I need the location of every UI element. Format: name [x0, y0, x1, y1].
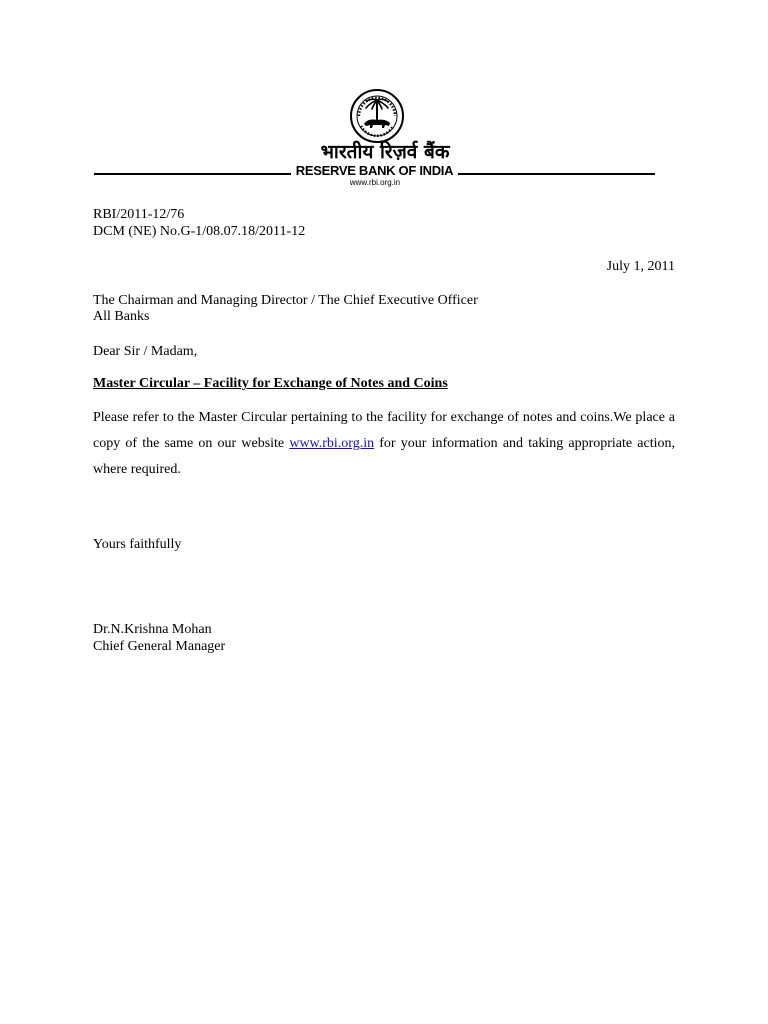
addressee-line-2: All Banks — [93, 309, 150, 324]
subject-line: Master Circular – Facility for Exchange of Notes and Coins — [93, 376, 448, 391]
addressee-line-1: The Chairman and Managing Director / The Chief Executive Officer — [93, 293, 478, 308]
circular-number: RBI/2011-12/76 — [93, 207, 185, 222]
letter-date: July 1, 2011 — [606, 259, 675, 274]
letterhead-rule-right — [458, 173, 655, 175]
department-reference: DCM (NE) No.G-1/08.07.18/2011-12 — [93, 224, 306, 239]
letterhead-rule-left — [94, 173, 291, 175]
body-text-end: for your information and taking appropriate action, where required. — [93, 436, 675, 477]
closing-phrase: Yours faithfully — [93, 537, 182, 552]
letterhead-website: www.rbi.org.in — [349, 178, 401, 187]
signatory-name: Dr.N.Krishna Mohan — [93, 622, 212, 637]
bank-name-hindi: भारतीय रिज़र्व बैंक — [320, 141, 450, 163]
bank-name-english: RESERVE BANK OF INDIA — [295, 163, 454, 178]
rbi-emblem-icon — [349, 88, 405, 144]
website-link[interactable]: www.rbi.org.in — [289, 436, 375, 451]
signatory-designation: Chief General Manager — [93, 639, 226, 654]
body-text-start: Please refer to the Master Circular pertaining to the facility for exchange of notes and coins.We place a copy of the same on our website — [93, 410, 675, 451]
salutation: Dear Sir / Madam, — [93, 344, 198, 359]
body-paragraph — [93, 405, 675, 483]
